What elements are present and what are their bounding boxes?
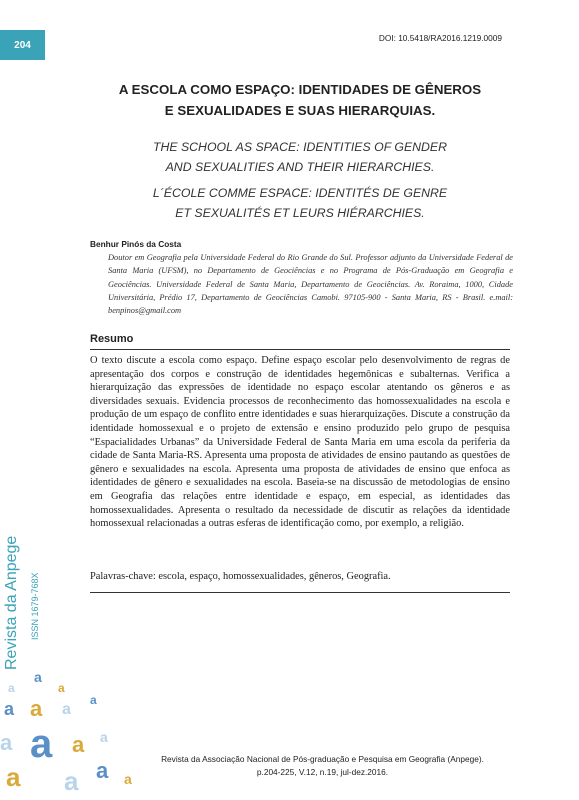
divider <box>90 349 510 350</box>
letter-a: a <box>8 681 15 695</box>
letter-a: a <box>0 730 13 755</box>
resumo-heading: Resumo <box>90 333 134 345</box>
keywords <box>90 571 510 582</box>
title-en-line: THE SCHOOL AS SPACE: IDENTITIES OF GENDER <box>152 140 448 154</box>
doi: DOI: 10.5418/RA2016.1219.0009 <box>378 33 502 43</box>
letter-a: a <box>96 758 109 783</box>
letter-a: a <box>30 722 53 766</box>
title-french <box>70 183 530 223</box>
title-en-line: AND SEXUALITIES AND THEIR HIERARCHIES. <box>165 160 435 174</box>
letter-a: a <box>100 729 108 745</box>
article-title <box>70 79 530 121</box>
letter-a: a <box>62 701 71 718</box>
journal-title-vertical: Revista da Anpege <box>3 535 20 670</box>
footer-citation: p.204-225, V.12, n.19, jul-dez.2016. <box>256 767 389 777</box>
page-number-badge: 204 <box>0 30 45 60</box>
title-english <box>70 137 530 177</box>
letter-a: a <box>72 732 85 757</box>
letter-a: a <box>6 762 21 792</box>
title-line: E SEXUALIDADES E SUAS HIERARQUIAS. <box>164 103 436 118</box>
letter-a: a <box>124 771 132 787</box>
title-fr-line: ET SEXUALITÉS ET LEURS HIÉRARCHIES. <box>175 206 425 220</box>
keywords-list: : escola, espaço, homossexualidades, gêneros, Geografia. <box>152 571 391 582</box>
abstract-text: O texto discute a escola como espaço. Define espaço escolar pelo desenvolvimento de regras de apresentação dos corpos e construção de identidades hegemônicas e subalternas. Verifica a hierarquização das expressões de identidade no espaço escolar atentando os gêneros e as diversidades sexuais. Evidencia processos de reconhecimento das homossexualidades na escola e produção de um espaço de conflito entre identidades e suas hierarquizações. Discute a construção da identidade homossexual e o projeto de extensão e ensino produzido pelo grupo de pesquisa “Espacialidades Urbanas” da Universidade Federal de Santa Maria em uma escola da periferia da cidade de Santa Maria-RS. Apresenta uma proposta de atividades de ensino pautando as questões de gênero e sexualidades na escola. Apresenta uma proposta de atividades de ensino que enfoca as identidades de gênero e sexualidades na escola. Baseia-se na discussão de metodologias de ensino em Geografia das relações entre identidade e espaço, em especial, as identidades das homossexualidades. Apresenta o resultado da necessidade de discutir as relações da identidade homossexual relacionadas a outras esferas de identificação como, por exemplo, a religião. <box>90 355 510 530</box>
footer-journal: Revista da Associação Nacional de Pós-graduação e Pesquisa em Geografia (Anpege). <box>161 754 484 764</box>
keywords-label: Palavras-chave <box>90 571 153 582</box>
title-line: A ESCOLA COMO ESPAÇO: IDENTIDADES DE GÊNEROS <box>118 82 482 97</box>
letter-a: a <box>58 681 65 695</box>
letter-a: a <box>30 696 43 721</box>
letter-a: a <box>4 699 15 719</box>
author-affiliation: Doutor em Geografia pela Universidade Federal do Rio Grande do Sul. Professor adjunto da Universidade Federal de Santa Maria (UFSM), no Departamento de Geociências e no Programa de Pós-Graduação em Geografia e Geociências. Universidade Federal de Santa Maria, Departamento de Geociências. Av. Roraima, 1000, Cidade Universitária, Prédio 17, Departamento de Geociências Camobi. 97105-900 - Santa Maria, RS - Brasil. e.mail: benpinos@gmail.com <box>108 253 513 316</box>
letter-a: a <box>64 766 79 796</box>
footer <box>125 753 520 779</box>
letter-a: a <box>34 669 42 685</box>
author-name: Benhur Pinós da Costa <box>90 239 182 249</box>
decorative-letters <box>0 660 150 800</box>
letter-a: a <box>90 693 97 707</box>
divider <box>90 592 510 593</box>
issn-vertical: ISSN 1679-768X <box>30 572 40 640</box>
title-fr-line: L´ÉCOLE COMME ESPACE: IDENTITÉS DE GENRE <box>152 186 448 200</box>
